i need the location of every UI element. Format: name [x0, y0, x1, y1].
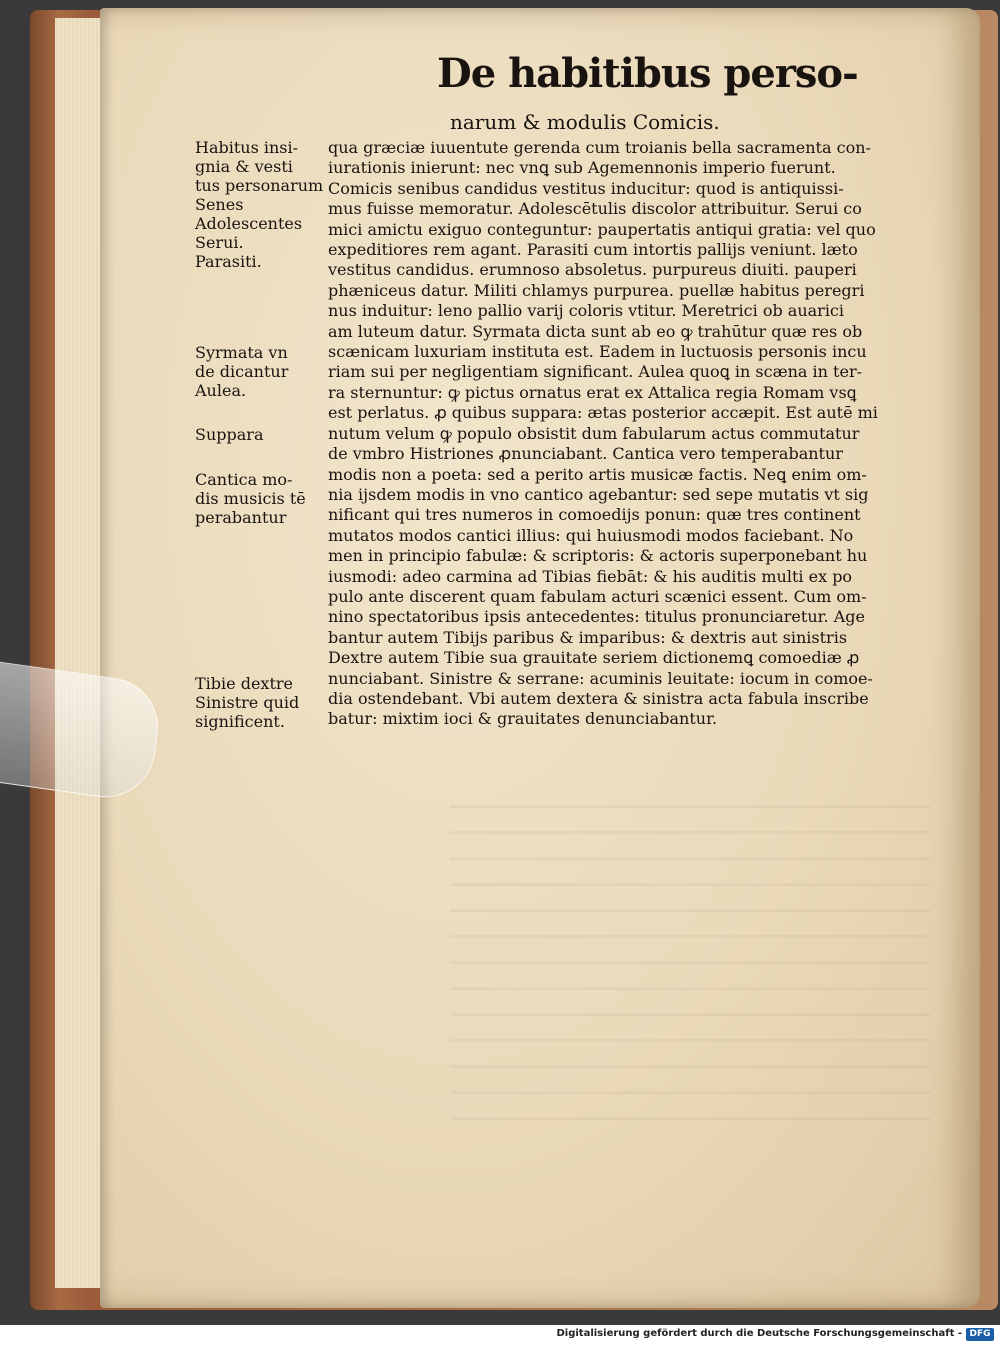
text-line: nia ijsdem modis in vno cantico agebantur: sed sepe mutatis vt sig — [328, 484, 869, 504]
margin-line: Senes — [195, 195, 244, 214]
margin-line: Sinistre quid — [195, 693, 300, 712]
page-edges — [55, 18, 104, 1288]
margin-line: Suppara — [195, 425, 264, 444]
text-line: pulo ante discerent quam fabulam acturi scænici essent. Cum om- — [328, 586, 867, 606]
margin-line: perabantur — [195, 508, 287, 527]
text-line: iusmodi: adeo carmina ad Tibias fiebāt: & his auditis multi ex po — [328, 566, 853, 586]
margin-note-syrmata — [195, 343, 325, 400]
text-line: Dextre autem Tibie sua grauitate seriem dictionemꝗ comoediæ ꝓ — [328, 648, 860, 668]
margin-line: Habitus insi- — [195, 138, 299, 157]
page-subtitle: narum & modulis Comicis. — [450, 110, 720, 134]
text-line: qua græciæ iuuentute gerenda cum troianis bella sacramenta con- — [328, 138, 871, 157]
text-line: bantur autem Tibijs paribus & imparibus: & dextris aut sinistris — [328, 627, 848, 647]
text-line: riam sui per negligentiam significant. Aulea quoꝗ in scæna in ter- — [328, 362, 863, 382]
margin-note-tibie — [195, 674, 325, 731]
text-line: iurationis inierunt: nec vnꝗ sub Agemennonis imperio fuerunt. — [328, 158, 836, 178]
text-line: mici amictu exiguo conteguntur: paupertatis antiqui gratia: vel quo — [328, 219, 876, 239]
margin-line: significent. — [195, 712, 285, 731]
text-line: am luteum datur. Syrmata dicta sunt ab eo ꝙ trahūtur quæ res ob — [328, 321, 863, 341]
text-line: phæniceus datur. Militi chlamys purpurea. puellæ habitus peregri — [328, 280, 865, 300]
margin-line: gnia & vesti — [195, 157, 293, 176]
page-title: De habitibus perso- — [437, 50, 858, 97]
text-line: vestitus candidus. erumnoso absoletus. purpureus diuiti. pauperi — [328, 260, 857, 280]
text-line: dia ostendebant. Vbi autem dextera & sinistra acta fabula inscribe — [328, 688, 869, 708]
text-line: Comicis senibus candidus vestitus inducitur: quod is antiquissi- — [328, 178, 844, 198]
dfg-logo: DFG — [966, 1328, 994, 1341]
text-line: ra sternuntur: ꝙ pictus ornatus erat ex Attalica regia Romam vsꝗ — [328, 382, 857, 402]
margin-note-cantica — [195, 470, 325, 527]
margin-line: tus personarum — [195, 176, 324, 195]
margin-line: dis musicis tē — [195, 489, 306, 508]
text-line: est perlatus. ꝓ quibus suppara: ætas posterior accæpit. Est autē mi — [328, 403, 878, 423]
text-line: de vmbro Histriones ꝓnunciabant. Cantica vero temperabantur — [328, 444, 843, 464]
margin-line: de dicantur — [195, 362, 289, 381]
body-text — [328, 138, 934, 730]
margin-note-suppara — [195, 425, 325, 444]
text-line: batur: mixtim ioci & grauitates denunciabantur. — [328, 709, 718, 729]
text-line: nunciabant. Sinistre & serrane: acuminis leuitate: iocum in comoe- — [328, 668, 873, 688]
text-line: scænicam luxuriam instituta est. Eadem in luctuosis personis incu — [328, 342, 867, 362]
margin-line: Parasiti. — [195, 252, 262, 271]
margin-line: Adolescentes — [195, 214, 303, 233]
margin-line: Cantica mo- — [195, 470, 293, 489]
margin-line: Tibie dextre — [195, 674, 293, 693]
text-line: nino spectatoribus ipsis antecedentes: titulus pronunciaretur. Age — [328, 607, 865, 627]
text-line: expeditiores rem agant. Parasiti cum intortis pallijs veniunt. læto — [328, 240, 858, 260]
margin-line: Syrmata vn — [195, 343, 288, 362]
margin-note-habitus — [195, 138, 325, 271]
text-line: nus induitur: leno pallio varij coloris vtitur. Meretrici ob auarici — [328, 301, 845, 321]
margin-line: Serui. — [195, 233, 244, 252]
text-line: men in principio fabulæ: & scriptoris: & actoris superponebant hu — [328, 546, 868, 566]
text-line: nificant qui tres numeros in comoedijs ponun: quæ tres continent — [328, 505, 861, 525]
text-line: mutatos modos cantici illius: qui huiusmodi modos faciebant. No — [328, 525, 854, 545]
text-line: modis non a poeta: sed a perito artis musicæ factis. Neꝗ enim om- — [328, 464, 867, 484]
text-line: mus fuisse memoratur. Adolescētulis discolor attribuitur. Serui co — [328, 199, 862, 219]
margin-line: Aulea. — [195, 381, 247, 400]
funding-notice: Digitalisierung gefördert durch die Deutsche Forschungsgemeinschaft - — [556, 1328, 962, 1339]
footer-bar — [0, 1325, 1000, 1345]
text-line: nutum velum ꝙ populo obsistit dum fabularum actus commutatur — [328, 423, 860, 443]
